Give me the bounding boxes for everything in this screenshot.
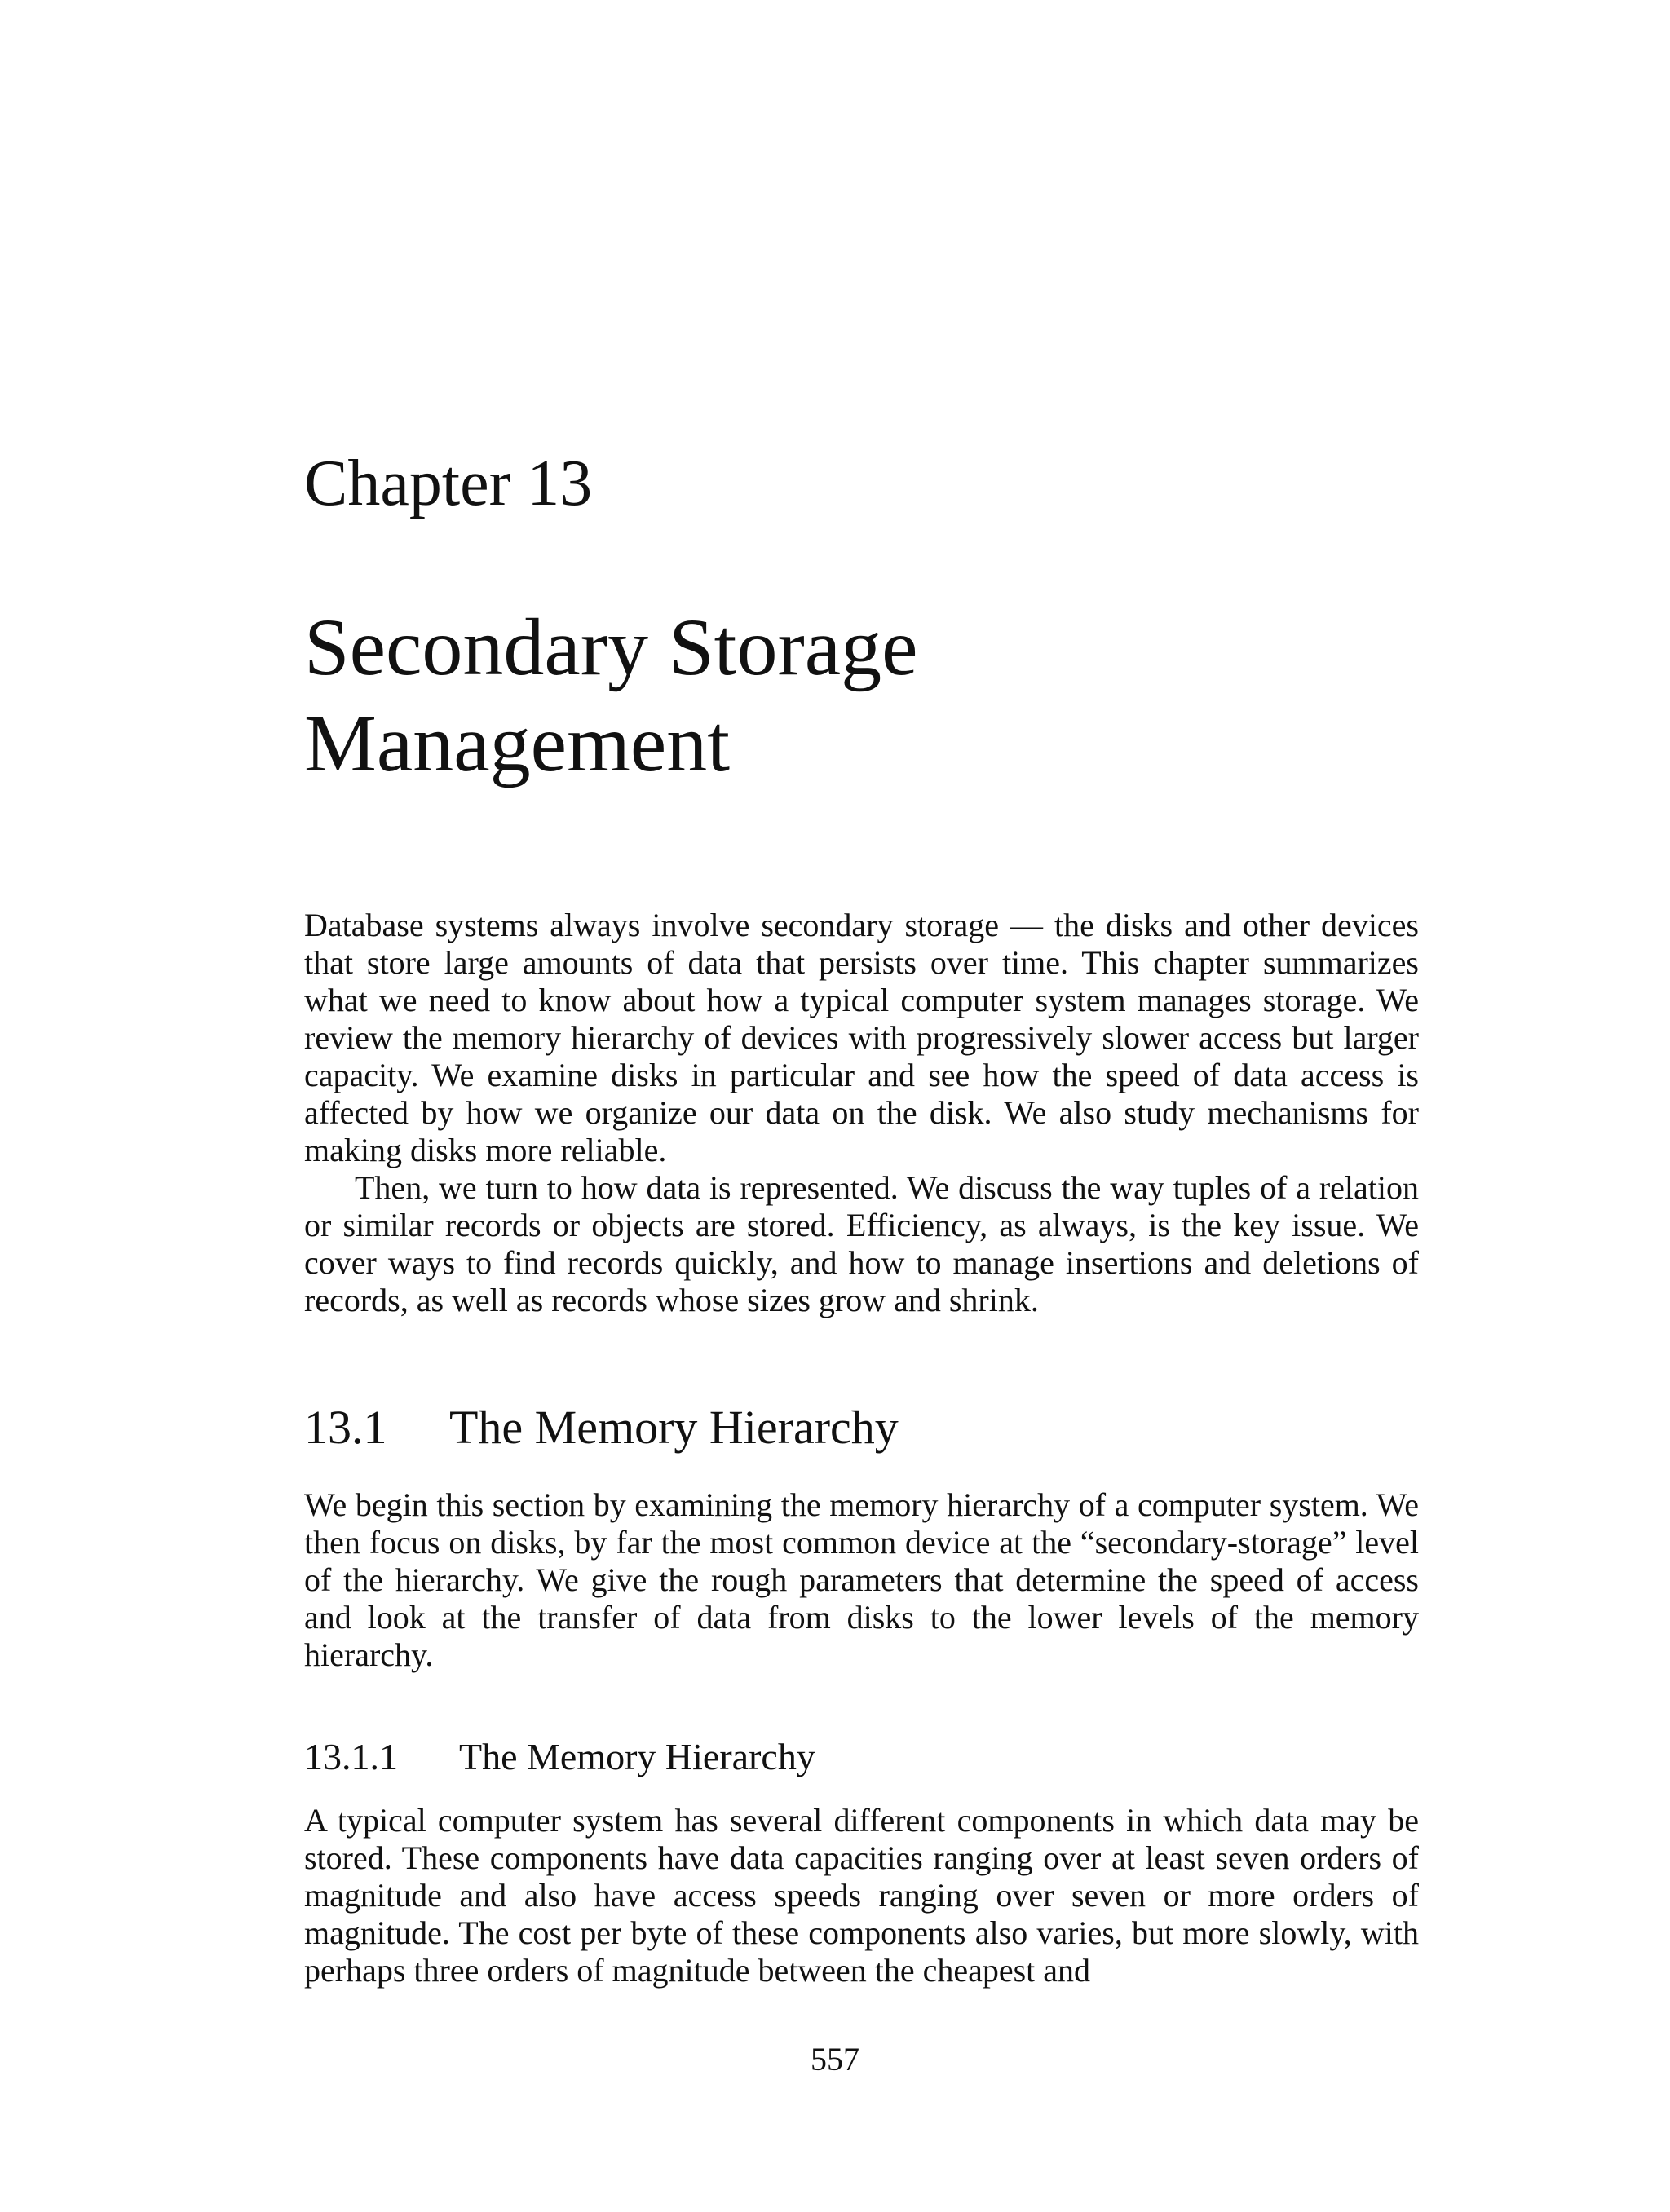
- intro-paragraph-2: Then, we turn to how data is represented. We discuss the way tuples of a relation or similar records or objects are stored. Efficiency, as always, is the key issue. We cover ways to find records quickly, and how to manage insertions and deletions of records, as well as records whose sizes grow and shrink.: [304, 1169, 1419, 1318]
- chapter-title-line-1: Secondary Storage: [304, 602, 918, 692]
- page-number: 557: [811, 2041, 859, 2077]
- subsection-number: 13.1.1: [304, 1736, 398, 1777]
- section-body: [304, 1486, 1419, 1674]
- chapter-label: Chapter 13: [304, 448, 593, 519]
- subsection-paragraph: A typical computer system has several different components in which data may be stored. These components have data capacities ranging over at least seven orders of magnitude and also have access speeds ranging over seven or more orders of magnitude. The cost per byte of these components also varies, but more slowly, with perhaps three orders of magnitude between the cheapest and: [304, 1802, 1419, 1989]
- chapter-intro: [304, 907, 1419, 1319]
- subsection-heading: [304, 1734, 815, 1780]
- section-number: 13.1: [304, 1401, 387, 1454]
- section-heading: [304, 1399, 899, 1456]
- subsection-body: [304, 1802, 1419, 1989]
- intro-paragraph-1: Database systems always involve secondary storage — the disks and other devices that store large amounts of data that persists over time. This chapter summarizes what we need to know about how a typical computer system manages storage. We review the memory hierarchy of devices with progressively slower access but larger capacity. We examine disks in particular and see how the speed of data access is affected by how we organize our data on the disk. We also study mechanisms for making disks more reliable.: [304, 907, 1419, 1168]
- section-title: The Memory Hierarchy: [449, 1401, 899, 1454]
- chapter-title: [304, 599, 1527, 792]
- subsection-title: The Memory Hierarchy: [459, 1736, 815, 1777]
- chapter-title-line-2: Management: [304, 698, 731, 788]
- section-paragraph: We begin this section by examining the memory hierarchy of a computer system. We then focus on disks, by far the most common device at the “secondary-storage” level of the hierarchy. We give the rough parameters that determine the speed of access and look at the transfer of data from disks to the lower levels of the memory hierarchy.: [304, 1486, 1419, 1673]
